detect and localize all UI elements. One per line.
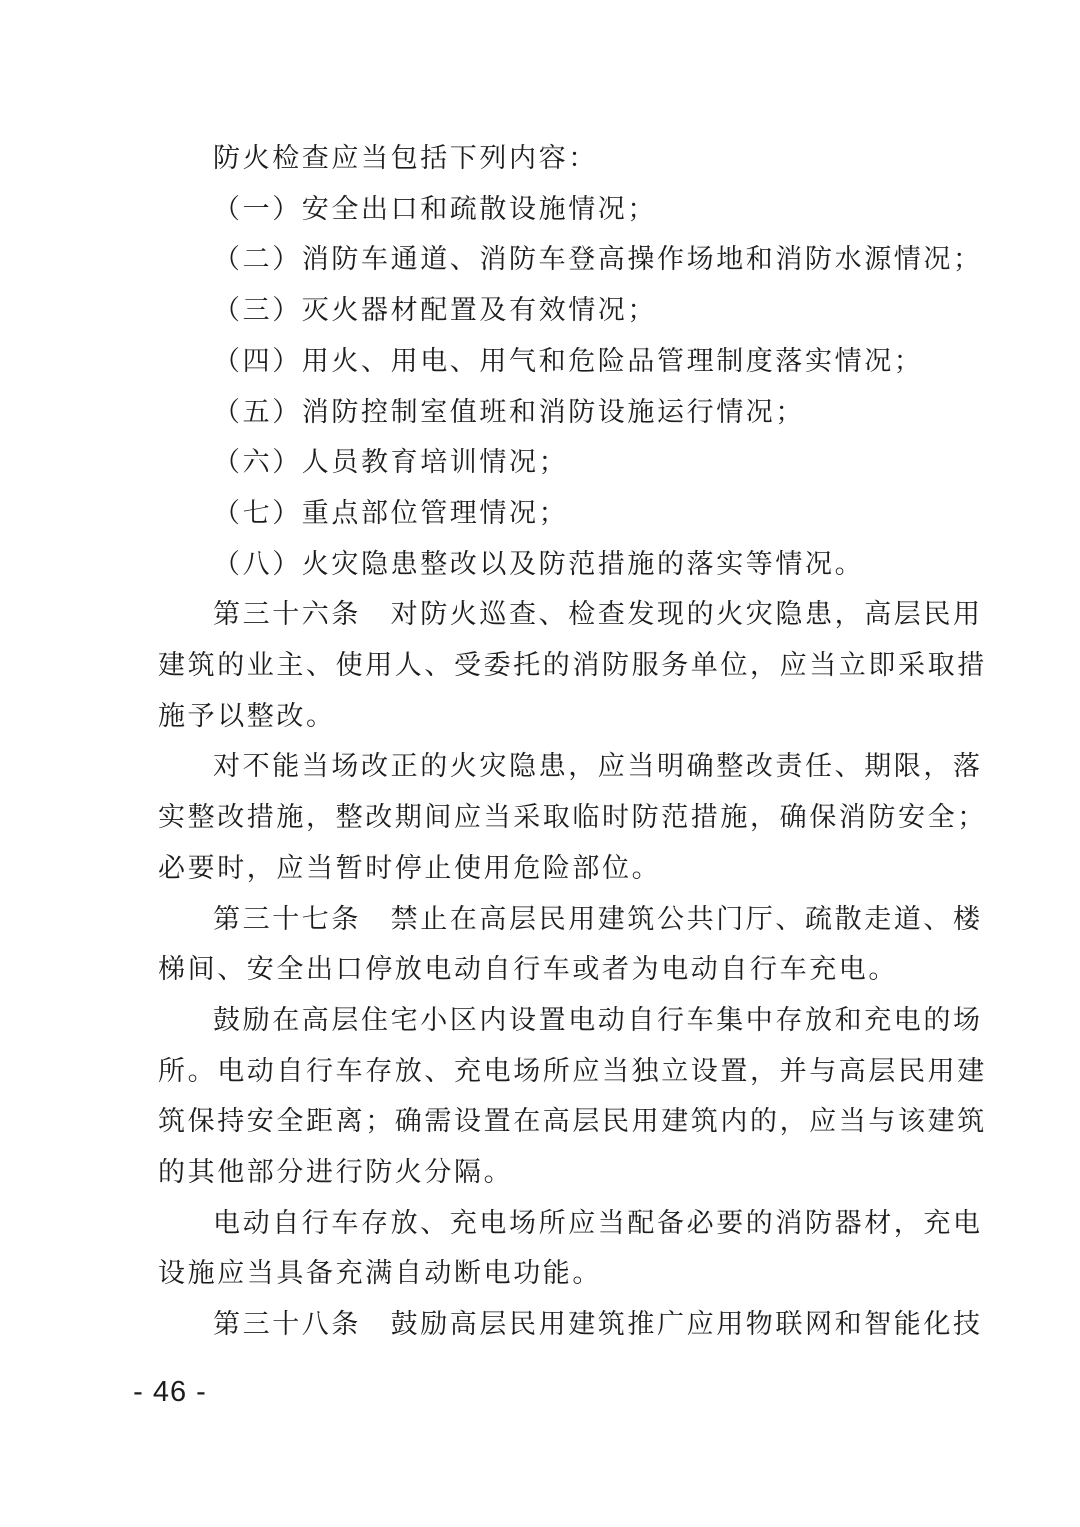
article-37-para2-line-2: 所。电动自行车存放、充电场所应当独立设置，并与高层民用建 — [158, 1055, 987, 1087]
article-36-line-2: 建筑的业主、使用人、受委托的消防服务单位，应当立即采取措 — [158, 650, 987, 682]
article-37-para2-line-4: 的其他部分进行防火分隔。 — [158, 1157, 514, 1189]
article-37-para2-line-1: 鼓励在高层住宅小区内设置电动自行车集中存放和充电的场 — [213, 1004, 983, 1036]
article-37-para3-line-1: 电动自行车存放、充电场所应当配备必要的消防器材，充电 — [213, 1207, 983, 1239]
article-36-para2-line-2: 实整改措施，整改期间应当采取临时防范措施，确保消防安全； — [158, 802, 987, 834]
list-item-2: （二）消防车通道、消防车登高操作场地和消防水源情况； — [213, 244, 983, 276]
article-37-para2-line-3: 筑保持安全距离；确需设置在高层民用建筑内的，应当与该建筑 — [158, 1106, 987, 1138]
article-36-line-1: 第三十六条 对防火巡查、检查发现的火灾隐患，高层民用 — [213, 599, 983, 631]
article-37-line-2: 梯间、安全出口停放电动自行车或者为电动自行车充电。 — [158, 954, 898, 986]
page-number: - 46 - — [133, 1376, 207, 1408]
article-36-para2-line-3: 必要时，应当暂时停止使用危险部位。 — [158, 852, 662, 884]
article-36-para2-line-1: 对不能当场改正的火灾隐患，应当明确整改责任、期限，落 — [213, 751, 983, 783]
list-item-4: （四）用火、用电、用气和危险品管理制度落实情况； — [213, 345, 924, 377]
article-38-line-1: 第三十八条 鼓励高层民用建筑推广应用物联网和智能化技 — [213, 1309, 983, 1341]
list-item-3: （三）灭火器材配置及有效情况； — [213, 295, 657, 327]
document-body — [158, 134, 987, 1351]
article-36-line-3: 施予以整改。 — [158, 700, 336, 732]
article-37-line-1: 第三十七条 禁止在高层民用建筑公共门厅、疏散走道、楼 — [213, 903, 983, 935]
list-item-8: （八）火灾隐患整改以及防范措施的落实等情况。 — [213, 548, 865, 580]
list-item-6: （六）人员教育培训情况； — [213, 447, 569, 479]
list-item-5: （五）消防控制室值班和消防设施运行情况； — [213, 396, 805, 428]
paragraph-intro: 防火检查应当包括下列内容： — [213, 143, 598, 174]
list-item-1: （一）安全出口和疏散设施情况； — [213, 193, 657, 225]
article-37-para3-line-2: 设施应当具备充满自动断电功能。 — [158, 1258, 602, 1290]
list-item-7: （七）重点部位管理情况； — [213, 497, 569, 529]
